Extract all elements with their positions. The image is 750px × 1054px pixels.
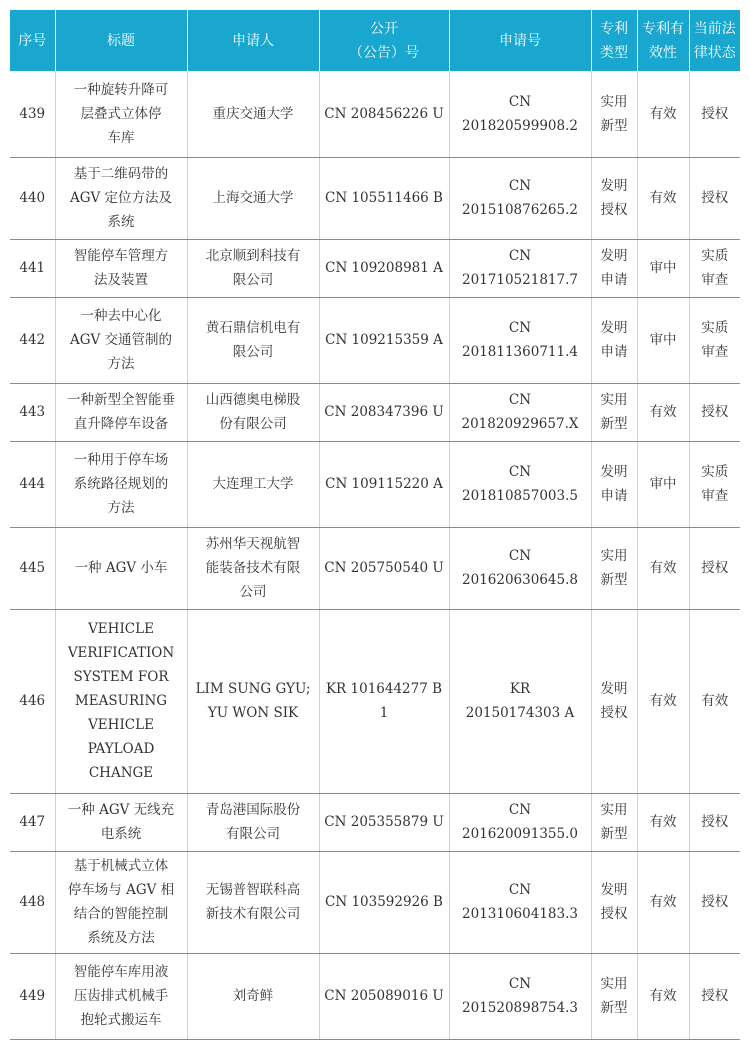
table-row [10, 441, 740, 527]
row-applicant: LIM SUNG GYU; YU WON SIK [187, 609, 319, 793]
row-application-no: CN 201810857003.5 [449, 441, 591, 527]
header-row [10, 10, 740, 71]
row-publication-no: CN 109115220 A [319, 441, 449, 527]
row-publication-no: CN 205089016 U [319, 953, 449, 1039]
row-applicant: 无锡普智联科高 新技术有限公司 [187, 851, 319, 953]
table-row [10, 71, 740, 157]
table-row [10, 157, 740, 239]
row-number: 449 [10, 953, 55, 1039]
table-row [10, 793, 740, 851]
row-validity: 有效 [637, 157, 689, 239]
row-patent-type: 实用 新型 [591, 71, 637, 157]
row-legal-status: 实质 审查 [689, 297, 740, 383]
header-application-no: 申请号 [449, 10, 591, 71]
row-application-no: CN 201811360711.4 [449, 297, 591, 383]
row-validity: 审中 [637, 297, 689, 383]
row-application-no: CN 201710521817.7 [449, 239, 591, 297]
patent-table [10, 10, 740, 1040]
table-row [10, 851, 740, 953]
row-number: 442 [10, 297, 55, 383]
row-number: 445 [10, 527, 55, 609]
table-row [10, 609, 740, 793]
row-number: 441 [10, 239, 55, 297]
header-title: 标题 [55, 10, 187, 71]
row-publication-no: CN 208456226 U [319, 71, 449, 157]
row-number: 448 [10, 851, 55, 953]
row-number: 439 [10, 71, 55, 157]
row-patent-type: 发明 申请 [591, 239, 637, 297]
header-no: 序号 [10, 10, 55, 71]
row-legal-status: 授权 [689, 793, 740, 851]
row-validity: 有效 [637, 953, 689, 1039]
row-title: 智能停车管理方 法及装置 [55, 239, 187, 297]
table-row [10, 297, 740, 383]
row-publication-no: CN 205355879 U [319, 793, 449, 851]
row-applicant: 大连理工大学 [187, 441, 319, 527]
header-legal-status: 当前法 律状态 [689, 10, 740, 71]
row-applicant: 北京顺到科技有 限公司 [187, 239, 319, 297]
header-validity: 专利有 效性 [637, 10, 689, 71]
row-application-no: CN 201620091355.0 [449, 793, 591, 851]
row-publication-no: CN 105511466 B [319, 157, 449, 239]
row-application-no: CN 201820599908.2 [449, 71, 591, 157]
row-number: 443 [10, 383, 55, 441]
row-legal-status: 授权 [689, 851, 740, 953]
row-applicant: 上海交通大学 [187, 157, 319, 239]
row-title: 一种旋转升降可 层叠式立体停 车库 [55, 71, 187, 157]
row-applicant: 苏州华天视航智 能装备技术有限 公司 [187, 527, 319, 609]
row-title: 智能停车库用液 压齿排式机械手 抱轮式搬运车 [55, 953, 187, 1039]
row-validity: 有效 [637, 527, 689, 609]
row-publication-no: CN 103592926 B [319, 851, 449, 953]
row-application-no: CN 201620630645.8 [449, 527, 591, 609]
row-publication-no: CN 109215359 A [319, 297, 449, 383]
row-applicant: 黄石鼎信机电有 限公司 [187, 297, 319, 383]
row-title: 基于机械式立体 停车场与 AGV 相 结合的智能控制 系统及方法 [55, 851, 187, 953]
row-patent-type: 发明 申请 [591, 297, 637, 383]
row-title: 一种 AGV 无线充 电系统 [55, 793, 187, 851]
row-number: 440 [10, 157, 55, 239]
row-application-no: CN 201510876265.2 [449, 157, 591, 239]
row-application-no: CN 201820929657.X [449, 383, 591, 441]
patent-table-container [10, 10, 740, 1040]
row-title: VEHICLE VERIFICATION SYSTEM FOR MEASURING VEHICLE PAYLOAD CHANGE [55, 609, 187, 793]
row-title: 一种 AGV 小车 [55, 527, 187, 609]
row-legal-status: 实质 审查 [689, 441, 740, 527]
row-applicant: 刘奇鲜 [187, 953, 319, 1039]
row-application-no: KR 20150174303 A [449, 609, 591, 793]
row-legal-status: 授权 [689, 157, 740, 239]
row-validity: 有效 [637, 71, 689, 157]
row-applicant: 青岛港国际股份 有限公司 [187, 793, 319, 851]
row-legal-status: 授权 [689, 383, 740, 441]
row-legal-status: 有效 [689, 609, 740, 793]
row-patent-type: 实用 新型 [591, 953, 637, 1039]
row-title: 一种新型全智能垂 直升降停车设备 [55, 383, 187, 441]
row-title: 一种用于停车场 系统路径规划的 方法 [55, 441, 187, 527]
row-applicant: 山西德奥电梯股 份有限公司 [187, 383, 319, 441]
row-legal-status: 授权 [689, 953, 740, 1039]
header-publication-no: 公开 （公告）号 [319, 10, 449, 71]
table-body [10, 71, 740, 1039]
row-validity: 有效 [637, 609, 689, 793]
row-validity: 有效 [637, 793, 689, 851]
row-title: 基于二维码带的 AGV 定位方法及 系统 [55, 157, 187, 239]
header-patent-type: 专利 类型 [591, 10, 637, 71]
row-publication-no: CN 208347396 U [319, 383, 449, 441]
row-legal-status: 授权 [689, 527, 740, 609]
table-row [10, 383, 740, 441]
row-validity: 有效 [637, 383, 689, 441]
row-patent-type: 实用 新型 [591, 793, 637, 851]
row-application-no: CN 201520898754.3 [449, 953, 591, 1039]
row-applicant: 重庆交通大学 [187, 71, 319, 157]
header-applicant: 申请人 [187, 10, 319, 71]
row-title: 一种去中心化 AGV 交通管制的 方法 [55, 297, 187, 383]
row-application-no: CN 201310604183.3 [449, 851, 591, 953]
table-row [10, 527, 740, 609]
row-patent-type: 发明 授权 [591, 851, 637, 953]
table-header [10, 10, 740, 71]
table-row [10, 239, 740, 297]
row-number: 446 [10, 609, 55, 793]
row-legal-status: 实质 审查 [689, 239, 740, 297]
row-number: 447 [10, 793, 55, 851]
row-publication-no: KR 101644277 B1 [319, 609, 449, 793]
row-publication-no: CN 205750540 U [319, 527, 449, 609]
row-patent-type: 实用 新型 [591, 383, 637, 441]
row-patent-type: 发明 授权 [591, 609, 637, 793]
row-validity: 审中 [637, 441, 689, 527]
row-patent-type: 实用 新型 [591, 527, 637, 609]
row-number: 444 [10, 441, 55, 527]
row-validity: 审中 [637, 239, 689, 297]
row-legal-status: 授权 [689, 71, 740, 157]
row-patent-type: 发明 申请 [591, 441, 637, 527]
row-patent-type: 发明 授权 [591, 157, 637, 239]
table-row [10, 953, 740, 1039]
row-publication-no: CN 109208981 A [319, 239, 449, 297]
row-validity: 有效 [637, 851, 689, 953]
